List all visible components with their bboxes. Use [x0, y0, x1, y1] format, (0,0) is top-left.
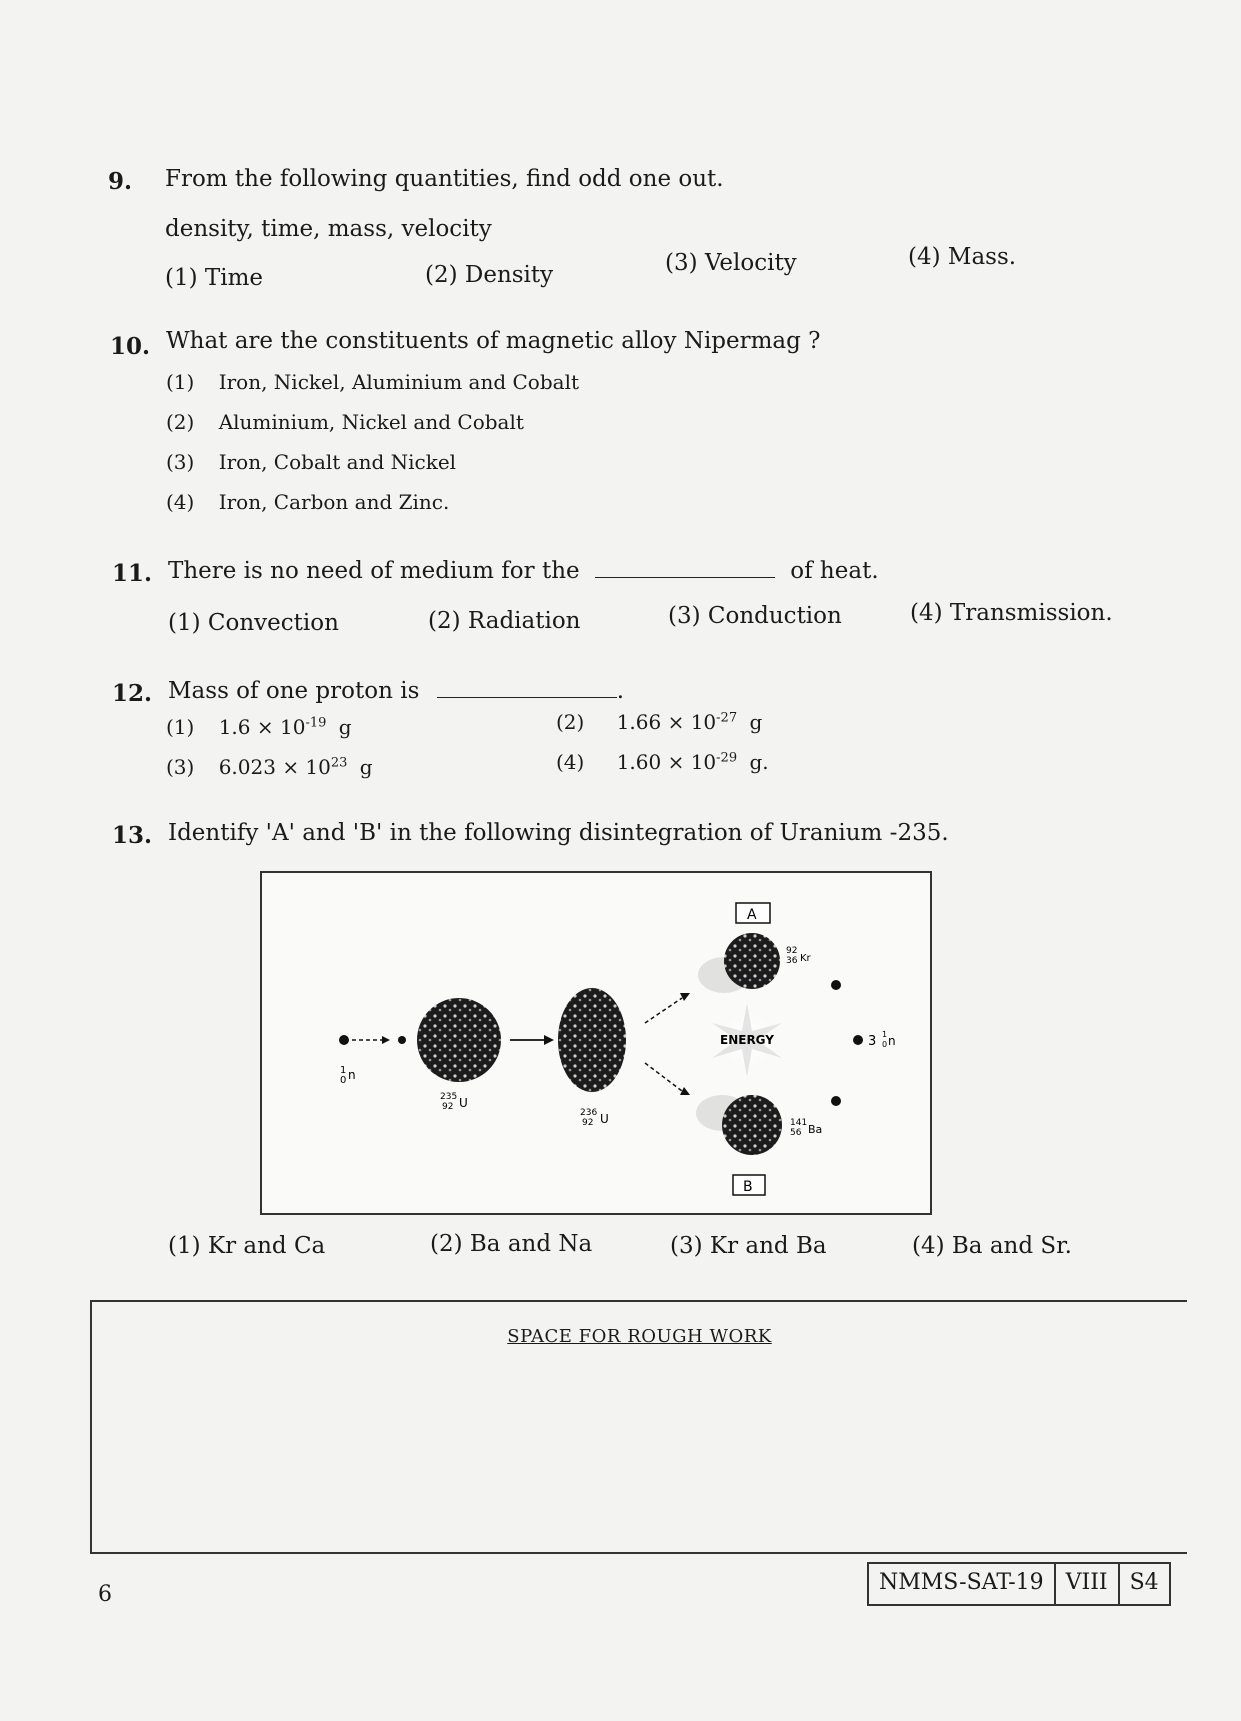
rough-work-title: SPACE FOR ROUGH WORK [507, 1326, 772, 1347]
arrow-head-icon [544, 1035, 554, 1045]
q9-option-4: (4) Mass. [908, 244, 1017, 270]
q12-option-2 [556, 710, 762, 734]
u235-symbol-label: U [459, 1096, 468, 1110]
q10-option-1 [166, 370, 579, 394]
label-b: B [743, 1179, 753, 1195]
released-neutron-symbol-label: n [888, 1034, 896, 1048]
q12-option-2-base: 1.66 × 10 [616, 710, 717, 734]
paper-code-set: S4 [1118, 1564, 1169, 1604]
question-10-number: 10. [110, 333, 151, 360]
q12-option-4 [556, 750, 769, 774]
q12-option-1-exp: -19 [305, 715, 327, 731]
barium-nucleus-icon [722, 1095, 782, 1155]
neutron-mass-label: 1 [340, 1065, 347, 1076]
neutron-symbol-label: n [348, 1068, 356, 1082]
q12-text: Mass of one proton is [168, 678, 420, 704]
question-13-number: 13. [112, 822, 153, 849]
released-neutron-charge-label: 0 [882, 1040, 888, 1049]
neutron-icon [853, 1035, 863, 1045]
q10-option-4 [166, 490, 449, 514]
q10-option-1-text: Iron, Nickel, Aluminium and Cobalt [218, 370, 579, 394]
q12-option-1-unit: g [338, 715, 352, 739]
q12-option-3-num: (3) [166, 755, 195, 779]
q12-option-1 [166, 715, 352, 739]
q12-option-3-unit: g [359, 755, 373, 779]
dashed-arrow-up [645, 998, 682, 1023]
q12-option-4-unit: g. [749, 750, 769, 774]
rough-work-box [90, 1300, 1187, 1554]
neutron-icon [339, 1035, 349, 1045]
dashed-arrow-down [645, 1063, 682, 1091]
ba-z-label: 56 [790, 1128, 802, 1138]
u235-mass-label: 235 [440, 1092, 458, 1102]
q10-option-4-text: Iron, Carbon and Zinc. [218, 490, 450, 514]
q12-option-3 [166, 755, 373, 779]
q10-option-3-num: (3) [166, 450, 195, 474]
q13-option-1: (1) Kr and Ca [168, 1233, 326, 1259]
label-a: A [747, 907, 757, 923]
q10-option-2-text: Aluminium, Nickel and Cobalt [218, 410, 524, 434]
question-11-text [168, 558, 879, 584]
q11-text-after: of heat. [790, 558, 879, 584]
q11-option-4: (4) Transmission. [910, 600, 1113, 626]
arrow-head-icon [382, 1036, 390, 1044]
neutron-icon [398, 1036, 406, 1044]
question-9-subtext: density, time, mass, velocity [165, 216, 492, 242]
arrow-head-icon [680, 993, 690, 1001]
q12-option-2-unit: g [749, 710, 763, 734]
kr-z-label: 36 [786, 956, 798, 966]
paper-code [867, 1562, 1171, 1606]
question-12-text: Mass of one proton is . [168, 678, 624, 704]
fission-diagram-svg [262, 873, 930, 1213]
q10-option-2-num: (2) [166, 410, 195, 434]
paper-code-exam: NMMS-SAT-19 [879, 1570, 1044, 1595]
question-10-text: What are the constituents of magnetic alloy Nipermag ? [166, 328, 821, 354]
q12-blank [437, 697, 617, 698]
neutron-icon [831, 1096, 841, 1106]
q13-option-3: (3) Kr and Ba [670, 1233, 827, 1259]
question-13-text: Identify 'A' and 'B' in the following disintegration of Uranium -235. [168, 820, 949, 846]
uranium-236-nucleus-icon [558, 988, 626, 1092]
q11-blank [595, 577, 775, 578]
released-neutron-mass-label: 1 [882, 1030, 888, 1039]
q12-option-4-base: 1.60 × 10 [616, 750, 717, 774]
krypton-nucleus-icon [724, 933, 780, 989]
ba-mass-label: 141 [790, 1118, 808, 1128]
page-number: 6 [98, 1582, 112, 1607]
q9-option-1: (1) Time [165, 265, 264, 291]
q9-option-3: (3) Velocity [665, 250, 797, 276]
u236-symbol-label: U [600, 1112, 609, 1126]
neutron-charge-label: 0 [340, 1075, 347, 1086]
q9-option-2: (2) Density [425, 262, 554, 288]
u235-z-label: 92 [442, 1102, 454, 1112]
q12-option-3-base: 6.023 × 10 [218, 755, 331, 779]
q13-option-4: (4) Ba and Sr. [912, 1233, 1072, 1259]
q11-option-1: (1) Convection [168, 610, 339, 636]
question-9-text: From the following quantities, find odd one out. [165, 166, 724, 192]
q11-option-3: (3) Conduction [668, 603, 842, 629]
question-11-number: 11. [112, 560, 153, 587]
q11-text-before: There is no need of medium for the [168, 558, 580, 584]
kr-mass-label: 92 [786, 946, 798, 956]
u236-mass-label: 236 [580, 1108, 598, 1118]
energy-label: ENERGY [720, 1033, 774, 1047]
q10-option-3-text: Iron, Cobalt and Nickel [218, 450, 457, 474]
q12-option-1-base: 1.6 × 10 [218, 715, 306, 739]
fission-diagram [260, 871, 932, 1215]
q13-option-2: (2) Ba and Na [430, 1231, 593, 1257]
neutron-icon [831, 980, 841, 990]
u236-z-label: 92 [582, 1118, 594, 1128]
q11-option-2: (2) Radiation [428, 608, 581, 634]
arrow-head-icon [680, 1087, 690, 1095]
kr-symbol-label: Kr [800, 953, 811, 964]
question-9-number: 9. [108, 168, 133, 195]
q10-option-1-num: (1) [166, 370, 195, 394]
q10-option-3 [166, 450, 456, 474]
q12-option-4-num: (4) [556, 750, 585, 774]
q12-option-4-exp: -29 [716, 750, 738, 766]
q12-option-3-exp: 23 [330, 755, 348, 771]
q12-option-2-exp: -27 [716, 710, 738, 726]
question-12-number: 12. [112, 680, 153, 707]
uranium-235-nucleus-icon [417, 998, 501, 1082]
ba-symbol-label: Ba [808, 1123, 823, 1136]
q10-option-2 [166, 410, 524, 434]
q12-option-1-num: (1) [166, 715, 195, 739]
q10-option-4-num: (4) [166, 490, 195, 514]
neutron-count-label: 3 [868, 1034, 877, 1049]
paper-code-class: VIII [1054, 1564, 1118, 1604]
q12-option-2-num: (2) [556, 710, 585, 734]
